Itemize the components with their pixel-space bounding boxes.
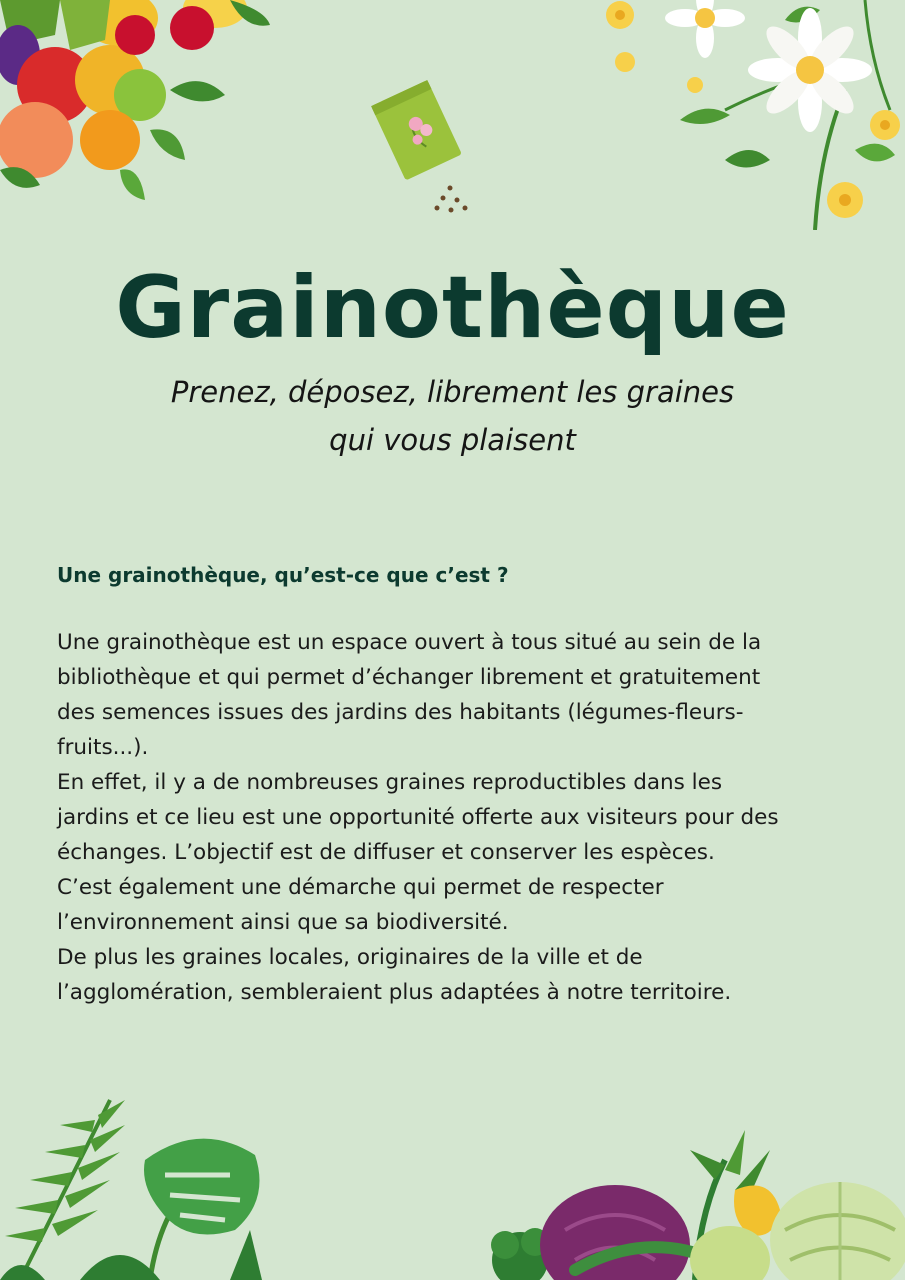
flowers-illustration [605,0,905,230]
fruits-illustration [0,0,290,210]
subtitle-line: qui vous plaisent [329,423,576,457]
page-title: Grainothèque [115,258,790,358]
body-line: des semences issues des jardins des habitants (légumes-fleurs- [57,700,744,725]
body-line: C’est également une démarche qui permet de respecter [57,875,664,900]
body-line: échanges. L’objectif est de diffuser et conserver les espèces. [57,840,715,865]
vegetables-illustration [485,1120,905,1280]
page-subtitle [0,368,905,464]
body-line: bibliothèque et qui permet d’échanger librement et gratuitement [57,665,761,690]
body-line: De plus les graines locales, originaires de la ville et de [57,945,643,970]
body-line: fruits...). [57,735,149,760]
section-body [57,625,877,1010]
section-heading: Une grainothèque, qu’est-ce que c’est ? [57,563,509,587]
body-line: jardins et ce lieu est une opportunité offerte aux visiteurs pour des [57,805,779,830]
body-line: l’agglomération, sembleraient plus adaptées à notre territoire. [57,980,732,1005]
body-line: En effet, il y a de nombreuses graines reproductibles dans les [57,770,723,795]
body-line: l’environnement ainsi que sa biodiversité. [57,910,509,935]
body-line: Une grainothèque est un espace ouvert à tous situé au sein de la [57,630,762,655]
ferns-illustration [0,1080,300,1280]
subtitle-line: Prenez, déposez, librement les graines [170,375,735,409]
seed-packet-icon [365,78,480,218]
